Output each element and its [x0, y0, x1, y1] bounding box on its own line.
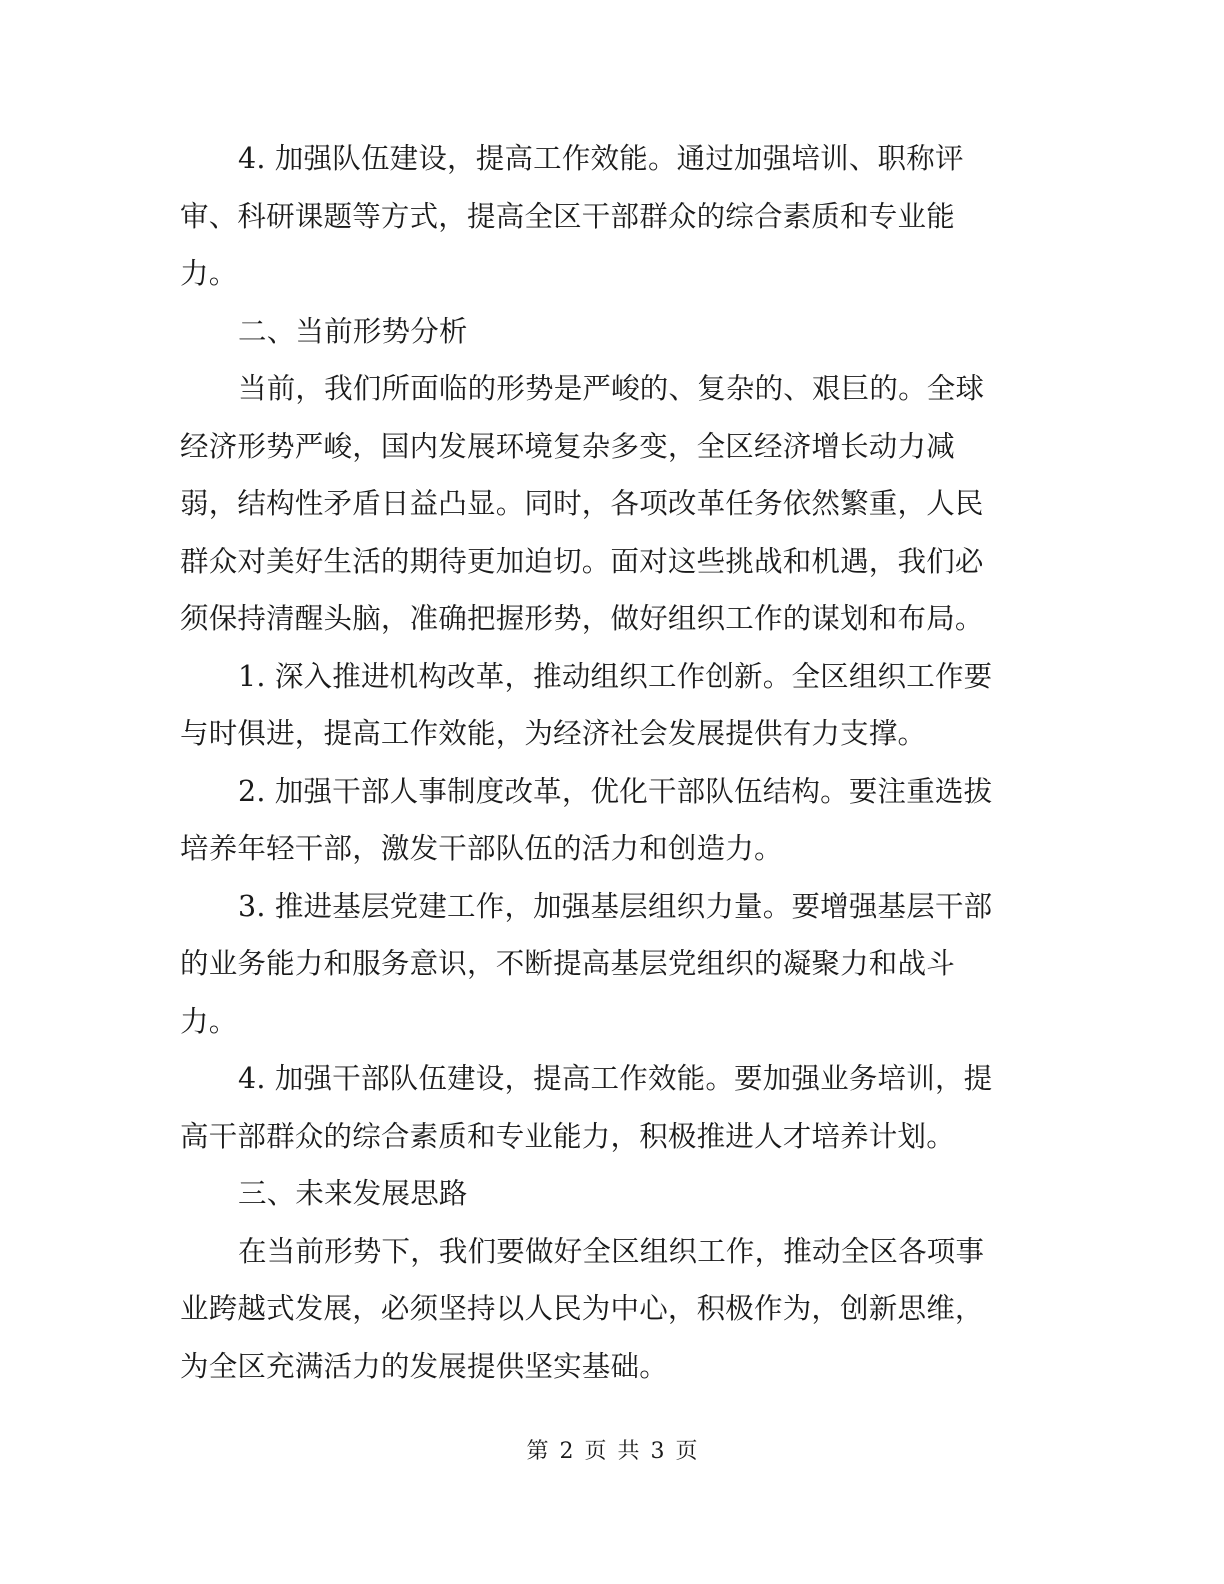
document-body [180, 130, 1040, 1395]
paragraph-item-2 [180, 763, 1040, 878]
section-heading-future-development [180, 1165, 1040, 1223]
text-line: 4. 加强队伍建设，提高工作效能。通过加强培训、职称评 [238, 142, 964, 175]
text-line: 培养年轻干部，激发干部队伍的活力和创造力。 [180, 832, 783, 865]
paragraph-future-direction [180, 1223, 1040, 1396]
text-line: 2. 加强干部人事制度改革，优化干部队伍结构。要注重选拔 [238, 774, 993, 808]
text-line: 弱，结构性矛盾日益凸显。同时，各项改革任务依然繁重，人民 [180, 487, 984, 520]
text-line: 须保持清醒头脑，准确把握形势，做好组织工作的谋划和布局。 [180, 602, 984, 635]
text-line: 审、科研课题等方式，提高全区干部群众的综合素质和专业能 [180, 199, 955, 233]
text-line: 力。 [180, 257, 238, 290]
text-line: 为全区充满活力的发展提供坚实基础。 [180, 1349, 668, 1383]
text-line: 1. 深入推进机构改革，推动组织工作创新。全区组织工作要 [238, 659, 993, 693]
paragraph-item-3 [180, 878, 1040, 1051]
text-line: 当前，我们所面临的形势是严峻的、复杂的、艰巨的。全球 [238, 372, 985, 405]
paragraph-situation-overview [180, 360, 1040, 648]
section-heading-text: 三、未来发展思路 [238, 1177, 468, 1210]
text-line: 的业务能力和服务意识，不断提高基层党组织的凝聚力和战斗 [180, 947, 955, 980]
text-line: 高干部群众的综合素质和专业能力，积极推进人才培养计划。 [180, 1119, 955, 1153]
paragraph-item-4 [180, 1050, 1040, 1165]
paragraph-team-building [180, 130, 1040, 303]
text-line: 群众对美好生活的期待更加迫切。面对这些挑战和机遇，我们必 [180, 544, 984, 578]
text-line: 业跨越式发展，必须坚持以人民为中心，积极作为，创新思维， [180, 1292, 984, 1325]
text-line: 4. 加强干部队伍建设，提高工作效能。要加强业务培训，提 [238, 1062, 993, 1095]
text-line: 力。 [180, 1004, 238, 1038]
text-line: 与时俱进，提高工作效能，为经济社会发展提供有力支撑。 [180, 717, 927, 750]
paragraph-item-1 [180, 648, 1040, 763]
text-line: 在当前形势下，我们要做好全区组织工作，推动全区各项事 [238, 1234, 985, 1268]
page-number-footer: 第 2 页 共 3 页 [526, 1439, 698, 1464]
section-heading-text: 二、当前形势分析 [238, 314, 468, 348]
section-heading-current-situation [180, 303, 1040, 361]
text-line: 经济形势严峻，国内发展环境复杂多变，全区经济增长动力减 [180, 429, 955, 463]
text-line: 3. 推进基层党建工作，加强基层组织力量。要增强基层干部 [238, 889, 993, 923]
